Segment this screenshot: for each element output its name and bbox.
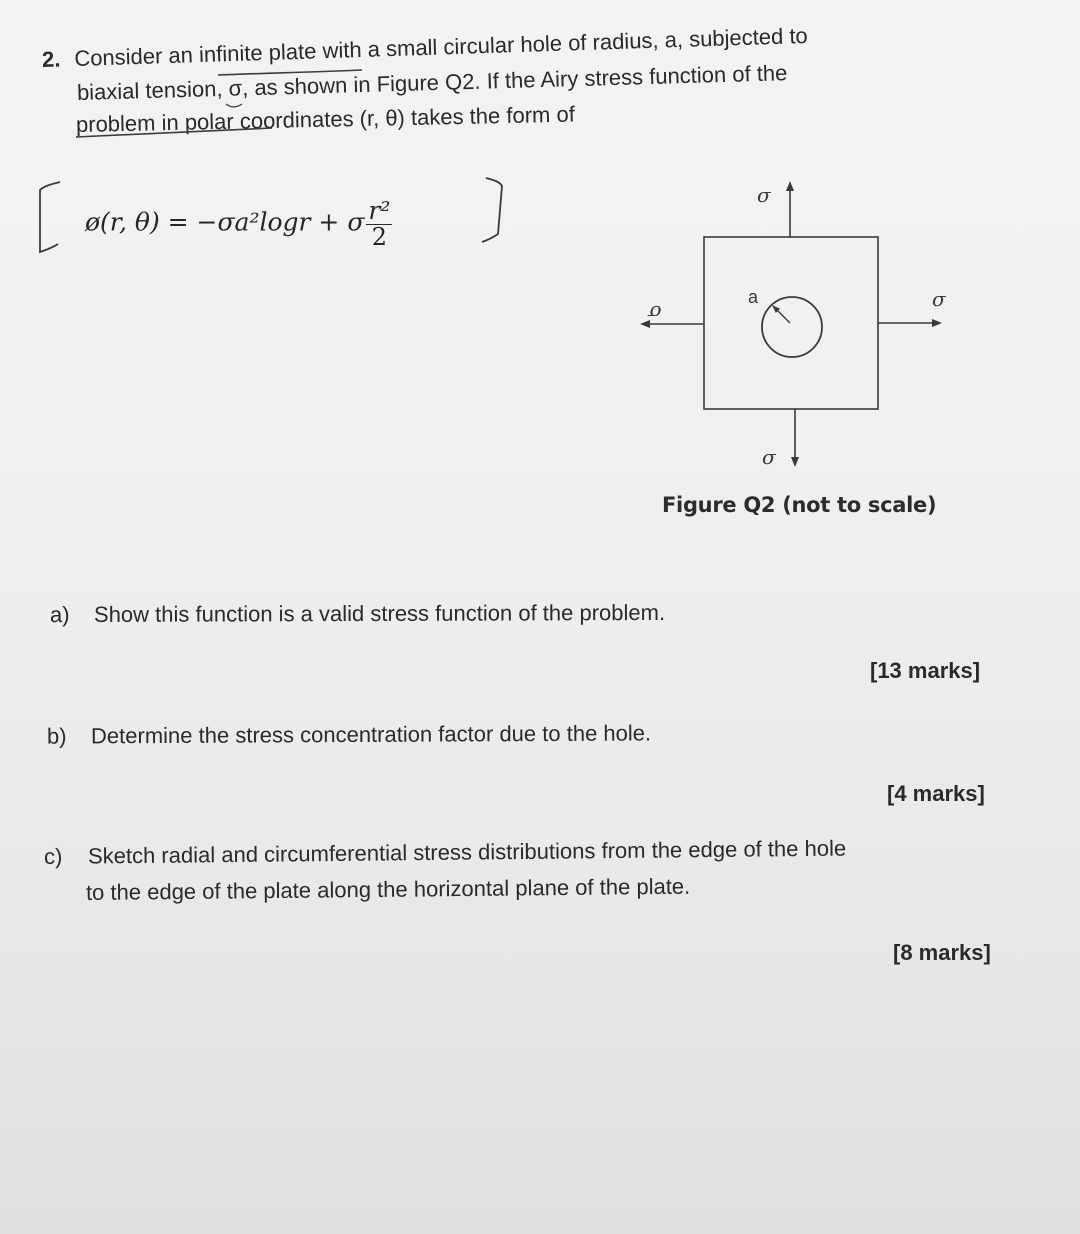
formula-fraction xyxy=(366,198,392,250)
formula-denominator: 2 xyxy=(371,223,388,252)
question-number: 2. xyxy=(41,46,61,72)
plate-diagram xyxy=(630,175,970,475)
part-c-text-continued: to the edge of the plate along the horizontal plane of the plate. xyxy=(85,873,691,905)
part-a-text: Show this function is a valid stress function of the problem. xyxy=(93,599,666,627)
part-a xyxy=(49,599,666,628)
part-c-letter: c) xyxy=(43,843,63,869)
sigma-label-bottom: σ xyxy=(762,445,776,469)
plate xyxy=(704,237,878,409)
sigma-label-top: σ xyxy=(757,183,771,207)
part-c xyxy=(43,835,847,869)
question-text-line-1: Consider an infinite plate with a small circular hole of radius, a, subjected to xyxy=(73,22,809,71)
airy-stress-function xyxy=(30,168,510,258)
part-a-letter: a) xyxy=(49,602,70,628)
radius-arrow xyxy=(773,306,790,323)
sigma-label-left: σ xyxy=(648,301,662,325)
question-text-line-3: problem in polar coordinates (r, θ) takes the form of xyxy=(75,101,576,137)
part-c-text: Sketch radial and circumferential stress distributions from the edge of the hole xyxy=(87,835,847,869)
part-b-marks: [4 marks] xyxy=(887,781,985,806)
part-b xyxy=(47,722,651,747)
radius-label: a xyxy=(748,287,759,307)
part-a-marks: [13 marks] xyxy=(870,658,981,683)
part-b-text: Determine the stress concentration factor due to the hole. xyxy=(90,720,652,749)
circular-hole xyxy=(762,297,822,357)
figure-q2 xyxy=(630,175,970,475)
figure-caption: Figure Q2 (not to scale) xyxy=(662,493,937,517)
formula-expression xyxy=(85,198,392,250)
formula-lhs: ø(r, θ) = −σa²logr + σ xyxy=(85,207,365,237)
formula-numerator: r² xyxy=(368,196,391,225)
question-text-line-2: biaxial tension, σ, as shown in Figure Q2. If the Airy stress function of the xyxy=(76,60,788,105)
sigma-label-right: σ xyxy=(932,287,946,311)
part-c-marks: [8 marks] xyxy=(893,940,991,965)
handwritten-underlines xyxy=(0,0,1080,160)
part-b-letter: b) xyxy=(46,723,67,749)
